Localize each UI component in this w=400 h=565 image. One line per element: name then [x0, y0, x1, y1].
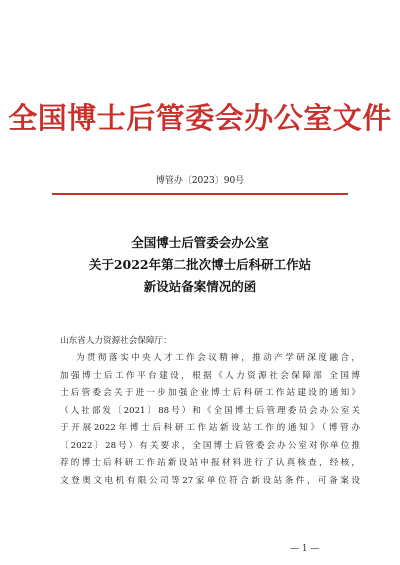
body-line: 于开展2022年博士后科研工作站新设站工作的通知》（博管办	[60, 423, 360, 433]
org-header-title: 全国博士后管委会办公室文件	[8, 101, 392, 135]
page-number: — 1 —	[290, 544, 320, 554]
document-title-line-3: 新设站备案情况的函	[143, 279, 257, 294]
body-line: 〔2022〕28号）有关要求，全国博士后管委会办公室对你单位推	[60, 440, 360, 451]
body-line: 为贯彻落实中央人才工作会议精神，推动产学研深度融合，	[76, 353, 360, 363]
body-line: 加强博士后工作平台建设，根据《人力资源社会保障部 全国博	[60, 370, 360, 381]
body-line: （人社部发〔2021〕88号）和《全国博士后管理委员会办公室关	[60, 405, 360, 416]
document-number: 博管办〔2023〕90号	[155, 176, 245, 186]
red-divider-line	[52, 193, 348, 195]
document-title-line-2: 关于2022年第二批次博士后科研工作站	[88, 257, 312, 272]
body-line: 文登奥文电机有限公司等27家单位符合新设站条件，可备案设	[60, 475, 360, 486]
document-title-line-1: 全国博士后管委会办公室	[131, 235, 269, 250]
addressee: 山东省人力资源社会保障厅：	[60, 336, 172, 346]
body-line: 荐的博士后科研工作站新设站申报材料进行了认真核查，经核，	[60, 458, 360, 468]
body-line: 士后管委会关于进一步加强企业博士后科研工作站建设的通知》	[60, 388, 360, 398]
